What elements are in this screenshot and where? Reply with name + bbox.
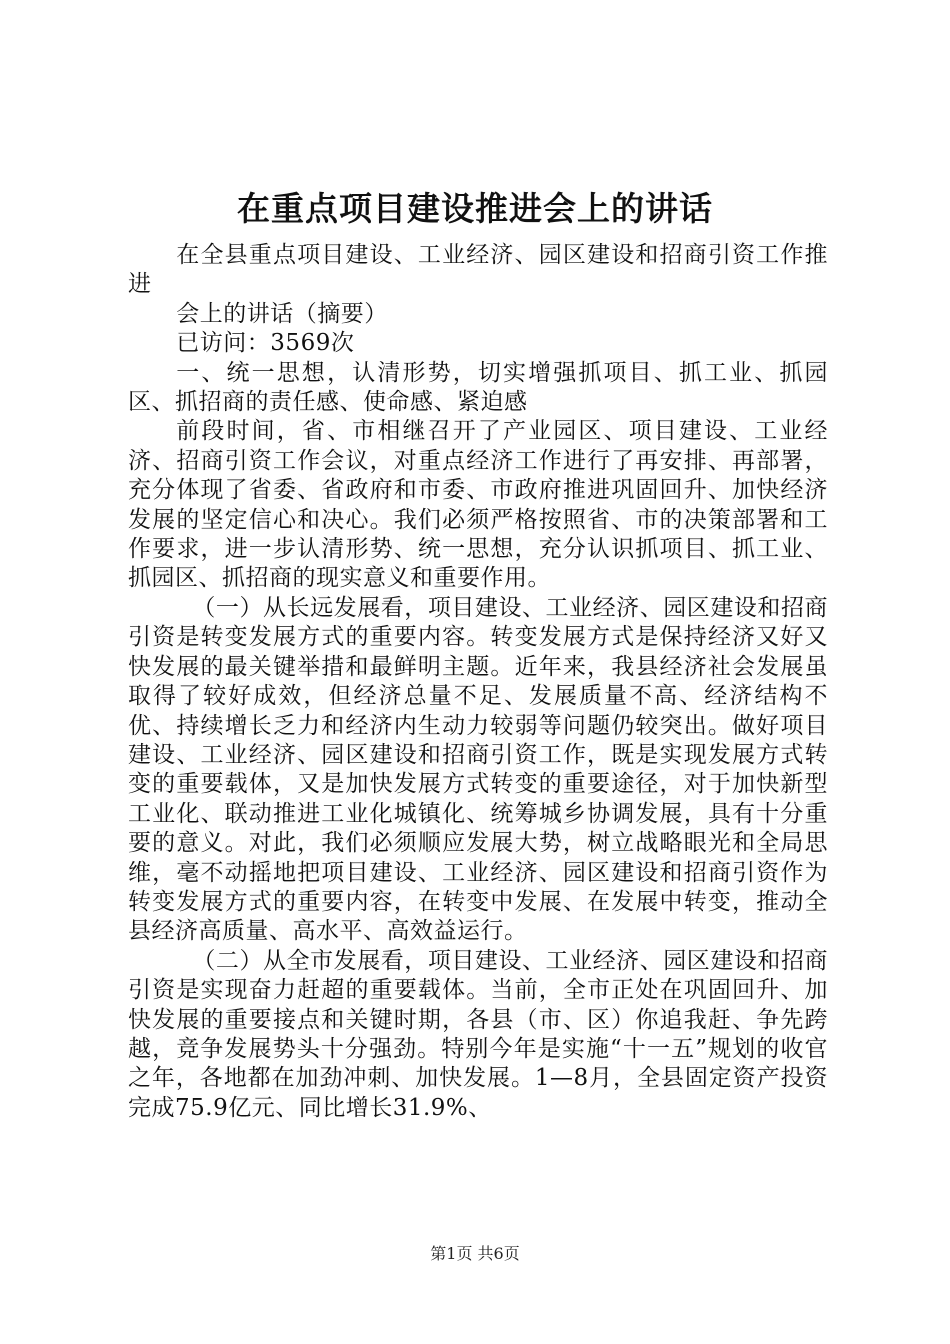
- document-body: [128, 241, 828, 1123]
- paragraph-body-2: （一）从长远发展看，项目建设、工业经济、园区建设和招商引资是转变发展方式的重要内容。转变发展方式是保持经济又好又快发展的最关键举措和最鲜明主题。近年来，我县经济社会发展虽取得了较好成效，但经济总量不足、发展质量不高、经济结构不优、持续增长乏力和经济内生动力较弱等问题仍较突出。做好项目建设、工业经济、园区建设和招商引资工作，既是实现发展方式转变的重要载体，又是加快发展方式转变的重要途径，对于加快新型工业化、联动推进工业化城镇化、统筹城乡协调发展，具有十分重要的意义。对此，我们必须顺应发展大势，树立战略眼光和全局思维，毫不动摇地把项目建设、工业经济、园区建设和招商引资作为转变发展方式的重要内容，在转变中发展、在发展中转变，推动全县经济高质量、高水平、高效益运行。: [128, 594, 828, 945]
- paragraph-heading-line-1: 在全县重点项目建设、工业经济、园区建设和招商引资工作推进: [128, 242, 828, 298]
- paragraph-heading-line-2: 会上的讲话（摘要）: [176, 300, 388, 327]
- page-number-footer: 第1页 共6页: [430, 1244, 520, 1263]
- paragraph-section-heading: 一、统一思想，认清形势，切实增强抓项目、抓工业、抓园区、抓招商的责任感、使命感、紧迫感: [128, 359, 828, 416]
- paragraph-body-1: 前段时间，省、市相继召开了产业园区、项目建设、工业经济、招商引资工作会议，对重点经济工作进行了再安排、再部署，充分体现了省委、省政府和市委、市政府推进巩固回升、加快经济发展的坚定信心和决心。我们必须严格按照省、市的决策部署和工作要求，进一步认清形势、统一思想，充分认识抓项目、抓工业、抓园区、抓招商的现实意义和重要作用。: [128, 418, 828, 592]
- document-title: 在重点项目建设推进会上的讲话: [237, 189, 713, 228]
- paragraph-body-3: （二）从全市发展看，项目建设、工业经济、园区建设和招商引资是实现奋力赶超的重要载体。当前，全市正处在巩固回升、加快发展的重要接点和关键时期，各县（市、区）你追我赶、争先跨越，竞争发展势头十分强劲。特别今年是实施“十一五”规划的收官之年，各地都在加劲冲刺、加快发展。1—8月，全县固定资产投资完成75.9亿元、同比增长31.9%、: [128, 947, 828, 1121]
- paragraph-visit-count: 已访问：3569次: [176, 330, 355, 357]
